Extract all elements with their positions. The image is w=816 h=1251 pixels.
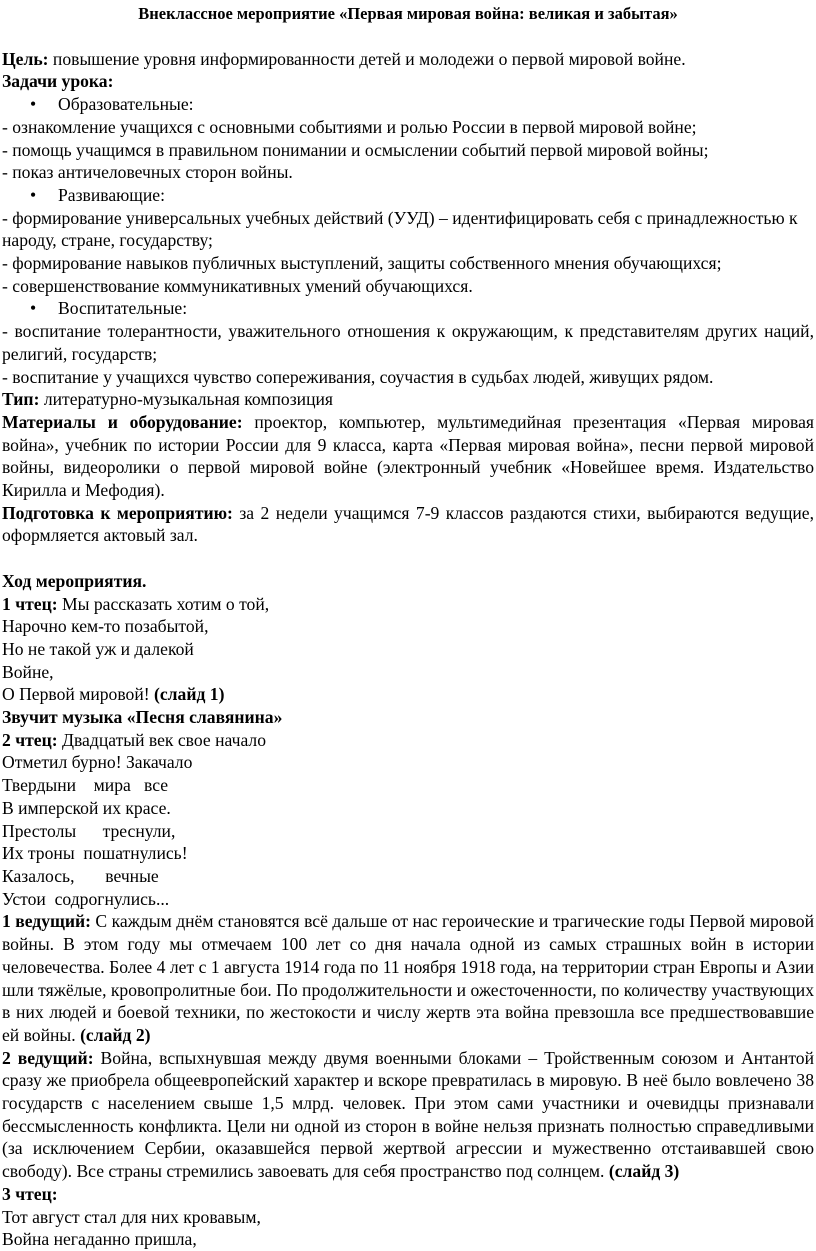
task-item: - ознакомление учащихся с основными событиями и ролью России в первой мировой войне; bbox=[2, 116, 697, 137]
reader3-label: 3 чтец: bbox=[2, 1183, 58, 1204]
slide-ref: (слайд 2) bbox=[80, 1024, 151, 1045]
poem-line: Войне, bbox=[2, 661, 54, 682]
poem-line: Устои содрогнулись... bbox=[2, 888, 170, 909]
slide-ref: (слайд 3) bbox=[608, 1161, 680, 1182]
preparation-paragraph: Подготовка к мероприятию: за 2 недели учащимся 7-9 классов раздаются стихи, выбираются ведущие, оформляется актовый зал. bbox=[2, 502, 814, 546]
document-title: Внеклассное мероприятие «Первая мировая война: великая и забытая» bbox=[138, 4, 678, 23]
bullet-dot-icon: • bbox=[30, 94, 37, 115]
course-heading: Ход мероприятия. bbox=[2, 570, 147, 591]
task-item: - формирование навыков публичных выступлений, защиты собственного мнения обучающихся; bbox=[2, 253, 722, 274]
task-item: - воспитание толерантности, уважительного отношения к окружающим, к представителям других наций, религий, государств; bbox=[2, 321, 814, 364]
type-line: Тип: литературно-музыкальная композиция bbox=[2, 389, 334, 410]
host2-paragraph: 2 ведущий: Война, вспыхнувшая между двумя военными блоками – Тройственным союзом и Антантой сразу же приобрела общеевропейский характер и вскоре превратилась в мировую. В неё было вовлечено 38 государств с населением свыше 1,5 млрд. человек. При этом сами участники и очевидцы признавали бессмысленность конфликта. Цели ни одной из сторон в войне нельзя признать полностью справедливыми (за исключением Сербии, оказавшейся первой жертвой агрессии и мужественно отстаивавшей свою свободу). Все страны стремились завоевать для себя пространство под солнцем. (слайд 3) bbox=[2, 1047, 814, 1182]
bullet-upbringing: • Воспитательные: bbox=[30, 298, 188, 319]
goal-label: Цель: bbox=[2, 48, 49, 69]
poem-line: Отметил бурно! Закачало bbox=[2, 752, 193, 773]
task-item: - формирование универсальных учебных действий (УУД) – идентифицировать себя с принадлежностью к народу, стране, государству; bbox=[2, 207, 798, 251]
poem-line: О Первой мировой! (слайд 1) bbox=[2, 684, 225, 705]
task-item: - воспитание у учащихся чувство сопереживания, соучастия в судьбах людей, живущих рядом. bbox=[2, 366, 714, 387]
task-item: - показ античеловечных сторон войны. bbox=[2, 162, 293, 183]
bullet-dot-icon: • bbox=[30, 184, 37, 205]
poem-line: Война негаданно пришла, bbox=[2, 1229, 197, 1250]
tasks-heading: Задачи урока: bbox=[2, 71, 114, 92]
task-item: - помощь учащимся в правильном понимании и осмыслении событий первой мировой войны; bbox=[2, 139, 709, 160]
poem-line: Тот август стал для них кровавым, bbox=[2, 1206, 261, 1227]
poem-line: Казалось, вечные bbox=[2, 866, 159, 886]
poem-line: В имперской их красе. bbox=[2, 797, 171, 818]
bullet-educational: • Образовательные: bbox=[30, 94, 194, 115]
host1-paragraph: 1 ведущий: С каждым днём становятся всё дальше от нас героические и трагические годы Первой мировой войны. В этом году мы отмечаем 100 лет со дня начала одной из самых страшных войн в истории человечества. Более 4 лет с 1 августа 1914 года по 11 ноября 1918 года, на территории стран Европы и Азии шли тяжёлые, кровопролитные бои. По продолжительности и ожесточенности, по количеству участвующих в них людей и боевой техники, по жестокости и числу жертв эта война превзошла все предшествовавшие ей войны. (слайд 2) bbox=[2, 911, 814, 1045]
poem-line: Их троны пошатнулись! bbox=[2, 843, 188, 864]
poem-line: 1 чтец: Мы рассказать хотим о той, bbox=[2, 593, 270, 614]
goal-text: повышение уровня информированности детей и молодежи о первой мировой войне. bbox=[48, 48, 686, 69]
bullet-dot-icon: • bbox=[30, 298, 37, 319]
task-item: - совершенствование коммуникативных умений обучающихся. bbox=[2, 275, 473, 296]
bullet-developing: • Развивающие: bbox=[30, 184, 165, 205]
spacer bbox=[2, 547, 816, 570]
poem-line: Твердыни мира все bbox=[2, 775, 169, 796]
poem-line: Но не такой уж и далекой bbox=[2, 638, 194, 659]
poem-line: Престолы треснули, bbox=[2, 820, 176, 841]
poem-line: 2 чтец: Двадцатый век свое начало bbox=[2, 729, 266, 750]
slide-ref: (слайд 1) bbox=[154, 684, 225, 705]
music-cue: Звучит музыка «Песня славянина» bbox=[2, 707, 283, 728]
goal-line bbox=[2, 48, 816, 71]
materials-paragraph: Материалы и оборудование: проектор, компьютер, мультимедийная презентация «Первая мировая война», учебник по истории России для 9 класса, карта «Первая мировая война», песни первой мировой войны, видеоролики о первой мировой войне (электронный учебник «Новейшее время. Издательство Кирилла и Мефодия). bbox=[2, 411, 815, 501]
poem-line: Нарочно кем-то позабытой, bbox=[2, 616, 209, 637]
